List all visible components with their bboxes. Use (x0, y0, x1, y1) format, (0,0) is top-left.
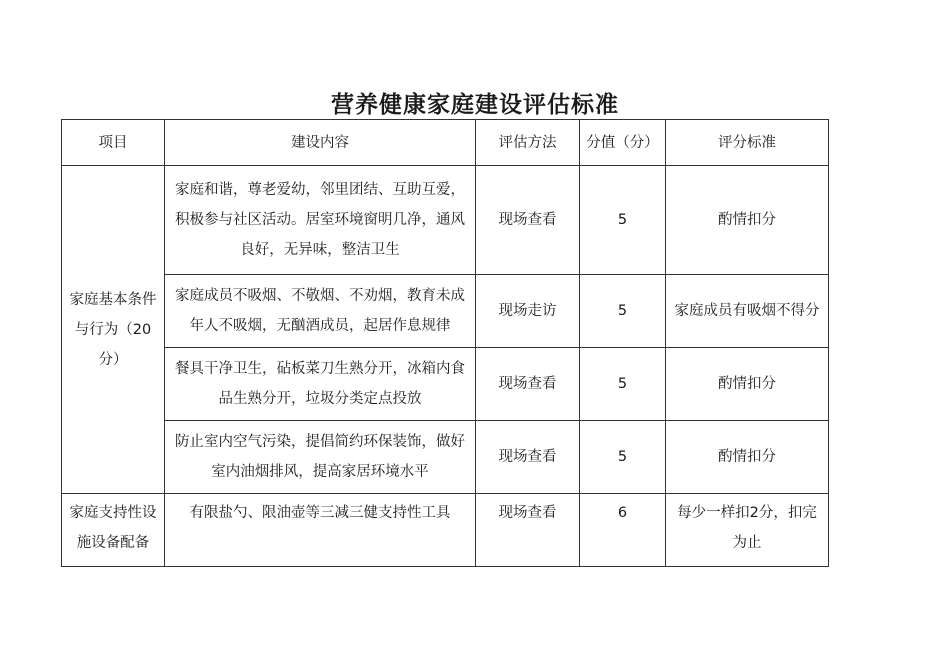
table-header-row (62, 120, 829, 166)
table-row (62, 275, 829, 348)
row-method: 现场走访 (476, 275, 580, 348)
row-method: 现场查看 (476, 494, 580, 567)
row-content: 家庭和谐，尊老爱幼，邻里团结、互助互爱，积极参与社区活动。居室环境窗明几净，通风良好，无异味，整洁卫生 (165, 166, 476, 275)
evaluation-table (61, 119, 829, 567)
row-content: 家庭成员不吸烟、不敬烟、不劝烟，教育未成年人不吸烟，无酗酒成员，起居作息规律 (165, 275, 476, 348)
table-row (62, 166, 829, 275)
header-standard: 评分标准 (666, 120, 829, 166)
header-method: 评估方法 (476, 120, 580, 166)
table-row (62, 421, 829, 494)
group-item-basic: 家庭基本条件与行为（20分） (62, 166, 165, 494)
row-score: 5 (580, 421, 666, 494)
table-row (62, 494, 829, 567)
row-content: 有限盐勺、限油壶等三减三健支持性工具 (165, 494, 476, 567)
row-score: 5 (580, 166, 666, 275)
row-method: 现场查看 (476, 421, 580, 494)
row-score: 5 (580, 348, 666, 421)
row-standard: 酌情扣分 (666, 421, 829, 494)
row-content: 防止室内空气污染，提倡简约环保装饰，做好室内油烟排风，提高家居环境水平 (165, 421, 476, 494)
row-method: 现场查看 (476, 348, 580, 421)
row-standard: 每少一样扣2分，扣完为止 (666, 494, 829, 567)
header-content: 建设内容 (165, 120, 476, 166)
header-score: 分值（分） (580, 120, 666, 166)
page-title: 营养健康家庭建设评估标准 (331, 92, 619, 118)
row-standard: 酌情扣分 (666, 166, 829, 275)
row-score: 6 (580, 494, 666, 567)
row-content: 餐具干净卫生，砧板菜刀生熟分开，冰箱内食品生熟分开，垃圾分类定点投放 (165, 348, 476, 421)
row-standard: 酌情扣分 (666, 348, 829, 421)
row-standard: 家庭成员有吸烟不得分 (666, 275, 829, 348)
group-item-facilities: 家庭支持性设施设备配备 (62, 494, 165, 567)
header-item: 项目 (62, 120, 165, 166)
table-row (62, 348, 829, 421)
row-method: 现场查看 (476, 166, 580, 275)
row-score: 5 (580, 275, 666, 348)
